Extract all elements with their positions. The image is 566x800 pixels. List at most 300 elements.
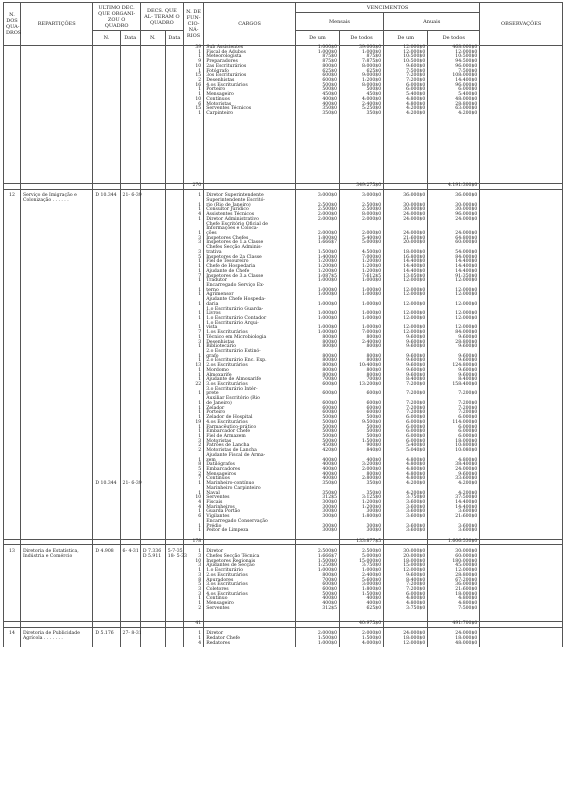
anual-de-todos: 96:000$0 bbox=[428, 65, 480, 70]
anual-de-todos: 3:600$0 bbox=[428, 525, 480, 530]
reparticao-line: Diretoria de Publicidade bbox=[20, 632, 92, 637]
mensal-de-um: 600$0 bbox=[295, 74, 339, 79]
ultimo-dec-data: 21- 6-39 bbox=[120, 482, 140, 487]
cargo-name: Fiel de Tesoureiro bbox=[204, 260, 296, 265]
mensal-de-todos: 1:500$0 bbox=[340, 440, 384, 445]
anual-de-um: 4:200$0 bbox=[384, 107, 428, 112]
mensal-de-um: 800$0 bbox=[295, 341, 339, 346]
cargo-name: Apuradores bbox=[204, 579, 296, 584]
anual-de-um: 16:800$0 bbox=[384, 256, 428, 261]
mensal-de-um: 1:250$0 bbox=[295, 564, 339, 569]
mensal-de-todos: 2:000$0 bbox=[340, 218, 384, 223]
mensal-de-um: 1:666$7 bbox=[295, 241, 339, 246]
funcionarios-count: 1 bbox=[183, 289, 203, 294]
cargo-name: Consultor Jurídico bbox=[204, 208, 296, 213]
cargo-name: Encarregado Conservação bbox=[204, 520, 296, 525]
header-anual-de-todos: De todos bbox=[428, 31, 480, 46]
cargo-name: Mordomo bbox=[204, 369, 296, 374]
anual-de-um: 5:040$0 bbox=[384, 449, 428, 454]
mensal-de-um: 1:000$0 bbox=[295, 317, 339, 322]
anual-de-todos: 14:400$0 bbox=[428, 270, 480, 275]
anual-de-todos: 54:000$0 bbox=[428, 251, 480, 256]
funcionarios-count: 3 bbox=[183, 440, 203, 445]
anual-de-um: 7:200$0 bbox=[384, 588, 428, 593]
header-dec-n: N. bbox=[93, 31, 120, 46]
funcionarios-count: 3 bbox=[183, 588, 203, 593]
anual-de-todos: 28:800$0 bbox=[428, 103, 480, 108]
funcionarios-count: 2 bbox=[183, 449, 203, 454]
cargo-name: Chefe de Hospedaria bbox=[204, 265, 296, 270]
mensal-de-um: 400$0 bbox=[295, 597, 339, 602]
anual-de-todos: 6:000$0 bbox=[428, 426, 480, 431]
quadro-number bbox=[4, 642, 21, 647]
mensal-de-um: 1:000$0 bbox=[295, 279, 339, 284]
funcionarios-count: 16 bbox=[183, 84, 203, 89]
mensal-de-todos: 400$0 bbox=[340, 597, 384, 602]
mensal-de-um: 1:000$0 bbox=[295, 303, 339, 308]
cargo-name: Livros bbox=[204, 312, 296, 317]
anual-de-um: 30:000$0 bbox=[384, 208, 428, 213]
anual-de-todos: 4:800$0 bbox=[428, 602, 480, 607]
mensal-de-todos: 2:500$0 bbox=[340, 208, 384, 213]
mensal-de-todos: 1:200$0 bbox=[340, 501, 384, 506]
anual-de-todos: 9:600$0 bbox=[428, 345, 480, 350]
mensal-de-um: 600$0 bbox=[295, 411, 339, 416]
header-mensal-de-todos: De todos bbox=[340, 31, 384, 46]
funcionarios-count: 1 bbox=[183, 51, 203, 56]
anual-de-um: 9:600$0 bbox=[384, 364, 428, 369]
anual-de-um: 4:200$0 bbox=[384, 492, 428, 497]
mensal-de-um: 700$0 bbox=[295, 579, 339, 584]
mensal-de-todos: 450$0 bbox=[340, 93, 384, 98]
anual-de-um: 6:000$0 bbox=[384, 593, 428, 598]
anual-de-todos: 158:400$0 bbox=[428, 383, 480, 388]
mensal-de-todos: 1:000$0 bbox=[340, 279, 384, 284]
funcionarios-count: 1 bbox=[183, 345, 203, 350]
cargo-name: Bibliotecário bbox=[204, 345, 296, 350]
anual-de-um: 9:600$0 bbox=[384, 574, 428, 579]
mensal-de-um: 1:500$0 bbox=[295, 560, 339, 565]
cargo-name: Motoristas de Lancha bbox=[204, 449, 296, 454]
funcionarios-count: 1 bbox=[183, 265, 203, 270]
funcionarios-count: 1 bbox=[183, 430, 203, 435]
anual-de-um: 6:000$0 bbox=[384, 440, 428, 445]
header-mensais: Mensais bbox=[295, 13, 383, 31]
reparticao-line: Diretoria de Estatística, bbox=[20, 550, 92, 555]
mensal-de-um: 600$0 bbox=[295, 402, 339, 407]
funcionarios-count: 1 bbox=[183, 326, 203, 331]
anual-de-um: 12:000$0 bbox=[384, 46, 428, 51]
mensal-de-todos: 7:875$0 bbox=[340, 60, 384, 65]
mensal-de-um: 1:000$0 bbox=[295, 312, 339, 317]
anual-de-um: 12:000$0 bbox=[384, 331, 428, 336]
mensal-de-um: 500$0 bbox=[295, 416, 339, 421]
funcionarios-count: 1 bbox=[183, 359, 203, 364]
anual-de-um: 6:000$0 bbox=[384, 88, 428, 93]
total-anual: 1.606:530$0 bbox=[428, 539, 480, 545]
header-mensal-de-um: De um bbox=[295, 31, 339, 46]
mensal-de-todos: 39:000$0 bbox=[340, 46, 384, 51]
mensal-de-todos: 15:000$0 bbox=[340, 560, 384, 565]
mensal-de-um: 400$0 bbox=[295, 103, 339, 108]
anual-de-um: 3:600$0 bbox=[384, 506, 428, 511]
funcionarios-count: 1 bbox=[183, 637, 203, 642]
anual-de-todos: 64:800$0 bbox=[428, 237, 480, 242]
anual-de-todos: 21:600$0 bbox=[428, 588, 480, 593]
mensal-de-todos: 1:800$0 bbox=[340, 588, 384, 593]
mensal-de-um: 350$0 bbox=[295, 482, 339, 487]
mensal-de-um: 500$0 bbox=[295, 421, 339, 426]
cargo-name: Motoristas bbox=[204, 103, 296, 108]
anual-de-todos: 12:000$0 bbox=[428, 51, 480, 56]
funcionarios-count: 1 bbox=[183, 112, 203, 117]
cargo-name: Inspetores de 1.a Classe bbox=[204, 241, 296, 246]
mensal-de-todos: 5:400$0 bbox=[340, 237, 384, 242]
anual-de-todos: 84:000$0 bbox=[428, 331, 480, 336]
reparticao-line: Colonização . . . . . . bbox=[20, 199, 92, 204]
cargo-name: 3.os Escriturários bbox=[204, 383, 296, 388]
mensal-de-todos: 500$0 bbox=[340, 426, 384, 431]
funcionarios-count: 10 bbox=[183, 98, 203, 103]
mensal-de-todos: 625$0 bbox=[340, 607, 384, 612]
cargo-name: Marinheiro Carpinteiro bbox=[204, 487, 296, 492]
mensal-de-todos: 1:000$0 bbox=[340, 289, 384, 294]
staff-table bbox=[3, 2, 563, 647]
mensal-de-um: 1:200$0 bbox=[295, 265, 339, 270]
anual-de-um: 18:000$0 bbox=[384, 560, 428, 565]
anual-de-um: 4:800$0 bbox=[384, 597, 428, 602]
anual-de-todos: 14:400$0 bbox=[428, 265, 480, 270]
mensal-de-todos: 1:500$0 bbox=[340, 637, 384, 642]
anual-de-um: 5:400$0 bbox=[384, 444, 428, 449]
anual-de-um: 18:000$0 bbox=[384, 637, 428, 642]
funcionarios-count: 5 bbox=[183, 256, 203, 261]
cargo-name: Encarregado Serviço Ex- bbox=[204, 284, 296, 289]
anual-de-todos: 8:400$0 bbox=[428, 378, 480, 383]
anual-de-um: 6:000$0 bbox=[384, 430, 428, 435]
funcionarios-count: 8 bbox=[183, 579, 203, 584]
total-funcionarios: 41 bbox=[183, 621, 203, 627]
anual-de-todos: 84:000$0 bbox=[428, 256, 480, 261]
mensal-de-um: 2:000$0 bbox=[295, 213, 339, 218]
mensal-de-todos: 350$0 bbox=[340, 112, 384, 117]
anual-de-todos: 94:500$0 bbox=[428, 60, 480, 65]
anual-de-todos: 30:000$0 bbox=[428, 204, 480, 209]
mensal-de-um: 2:000$0 bbox=[295, 632, 339, 637]
funcionarios-count: 3 bbox=[183, 237, 203, 242]
cargo-name: 1.o Escriturário Contador bbox=[204, 317, 296, 322]
mensal-de-todos: 600$0 bbox=[340, 402, 384, 407]
mensal-de-um: 350$0 bbox=[295, 112, 339, 117]
cargo-name: zem bbox=[204, 459, 296, 464]
mensal-de-todos: 3:200$0 bbox=[340, 463, 384, 468]
anual-de-todos: 7:200$0 bbox=[428, 402, 480, 407]
anual-de-um: 9:600$0 bbox=[384, 65, 428, 70]
cargo-name: Tradutor bbox=[204, 279, 296, 284]
anual-de-um: 3:750$0 bbox=[384, 607, 428, 612]
funcionarios-count: 4 bbox=[183, 213, 203, 218]
funcionarios-count: 1 bbox=[183, 303, 203, 308]
cargo-name: Marinheiros bbox=[204, 506, 296, 511]
funcionarios-count: 10 bbox=[183, 496, 203, 501]
mensal-de-todos: 7:000$0 bbox=[340, 331, 384, 336]
mensal-de-um: 420$0 bbox=[295, 449, 339, 454]
mensal-de-todos: 2:800$0 bbox=[340, 477, 384, 482]
anual-de-todos: 91:350$0 bbox=[428, 275, 480, 280]
cargo-name: Redator Chefe bbox=[204, 637, 296, 642]
mensal-de-um: 1:000$0 bbox=[295, 51, 339, 56]
mensal-de-um: 400$0 bbox=[295, 473, 339, 478]
anual-de-todos: 67:200$0 bbox=[428, 579, 480, 584]
mensal-de-um: 312$5 bbox=[295, 607, 339, 612]
ultimo-dec-n bbox=[93, 642, 120, 647]
mensal-de-todos: 300$0 bbox=[340, 510, 384, 515]
anual-de-um: 7:200$0 bbox=[384, 74, 428, 79]
mensal-de-um: 800$0 bbox=[295, 374, 339, 379]
anual-de-todos: 12:000$0 bbox=[428, 312, 480, 317]
ultimo-dec-data: 6- 4-31 bbox=[120, 550, 140, 555]
anual-de-um: 3:750$0 bbox=[384, 496, 428, 501]
anual-de-todos: 4:800$0 bbox=[428, 597, 480, 602]
anual-de-um: 4:200$0 bbox=[384, 112, 428, 117]
anual-de-um: 36:000$0 bbox=[384, 194, 428, 199]
anual-de-um: 30:000$0 bbox=[384, 550, 428, 555]
anual-de-um: 24:000$0 bbox=[384, 213, 428, 218]
anual-de-todos: 180:000$0 bbox=[428, 560, 480, 565]
funcionarios-count: 2 bbox=[183, 473, 203, 478]
anual-de-um: 12:000$0 bbox=[384, 312, 428, 317]
cargo-name: Assistentes Técnicos bbox=[204, 213, 296, 218]
cargo-name: Contínuo bbox=[204, 597, 296, 602]
anual-de-um: 4:800$0 bbox=[384, 477, 428, 482]
mensal-de-um: 400$0 bbox=[295, 463, 339, 468]
mensal-de-todos: 2:000$0 bbox=[340, 632, 384, 637]
anual-de-um: 15:000$0 bbox=[384, 564, 428, 569]
mensal-de-todos: 4:000$0 bbox=[340, 642, 384, 647]
cargo-name: grafo bbox=[204, 355, 296, 360]
mensal-de-todos: 1:800$0 bbox=[340, 515, 384, 520]
cargo-name: 2.o Escriturário Estinó- bbox=[204, 350, 296, 355]
funcionarios-count: 15 bbox=[183, 74, 203, 79]
anual-de-um: 4:800$0 bbox=[384, 103, 428, 108]
cargo-name: 2as Escriturários bbox=[204, 65, 296, 70]
anual-de-todos: 24:000$0 bbox=[428, 232, 480, 237]
ultimo-dec-n: D 5.176 bbox=[93, 632, 120, 637]
mensal-de-um: 400$0 bbox=[295, 477, 339, 482]
cargo-name: 3.os Escriturários bbox=[204, 583, 296, 588]
mensal-de-todos: 3:000$0 bbox=[340, 583, 384, 588]
cargo-name: 2.os Escriturários bbox=[204, 364, 296, 369]
mensal-de-todos: 800$0 bbox=[340, 336, 384, 341]
mensal-de-um: 1:500$0 bbox=[295, 251, 339, 256]
anual-de-todos: 6:000$0 bbox=[428, 416, 480, 421]
funcionarios-count: 1 bbox=[183, 88, 203, 93]
mensal-de-um: 600$0 bbox=[295, 583, 339, 588]
cargo-name: 4.os Escriturários bbox=[204, 421, 296, 426]
mensal-de-todos: 8:000$0 bbox=[340, 213, 384, 218]
anual-de-um: 6:000$0 bbox=[384, 416, 428, 421]
anual-de-um: 14:400$0 bbox=[384, 270, 428, 275]
mensal-de-todos: 1:000$0 bbox=[340, 293, 384, 298]
mensal-de-um: 300$0 bbox=[295, 506, 339, 511]
mensal-de-um: 500$0 bbox=[295, 440, 339, 445]
mensal-de-todos: 9:500$0 bbox=[340, 421, 384, 426]
mensal-de-todos: 875$0 bbox=[340, 55, 384, 60]
anual-de-todos: 30:000$0 bbox=[428, 208, 480, 213]
total-mensal: 349:275$0 bbox=[340, 183, 384, 189]
funcionarios-count: 1 bbox=[183, 632, 203, 637]
mensal-de-todos: 500$0 bbox=[340, 435, 384, 440]
cargo-name: Serventes bbox=[204, 496, 296, 501]
funcionarios-count: 1 bbox=[183, 492, 203, 497]
anual-de-um: 14:400$0 bbox=[384, 265, 428, 270]
mensal-de-todos: 350$0 bbox=[340, 492, 384, 497]
mensal-de-todos: 1:000$0 bbox=[340, 326, 384, 331]
cargo-name: Zelador de Hospital bbox=[204, 416, 296, 421]
mensal-de-todos: 800$0 bbox=[340, 355, 384, 360]
anual-de-todos: 12:000$0 bbox=[428, 569, 480, 574]
mensal-de-todos: 1:000$0 bbox=[340, 317, 384, 322]
cargo-name: trativa bbox=[204, 251, 296, 256]
cargo-name: Naval bbox=[204, 492, 296, 497]
cargo-name: Guarda Portão bbox=[204, 510, 296, 515]
anual-de-um: 7:200$0 bbox=[384, 402, 428, 407]
anual-de-todos: 18:000$0 bbox=[428, 593, 480, 598]
anual-de-um: 4:800$0 bbox=[384, 468, 428, 473]
total-funcionarios: 270 bbox=[183, 183, 203, 189]
mensal-de-um: 600$0 bbox=[295, 392, 339, 397]
anual-de-todos: 60:000$0 bbox=[428, 241, 480, 246]
cargo-name: Porteiro bbox=[204, 88, 296, 93]
anual-de-um: 12:000$0 bbox=[384, 317, 428, 322]
funcionarios-count: 1 bbox=[183, 93, 203, 98]
funcionarios-count: 3 bbox=[183, 593, 203, 598]
mensal-de-um: 1:000$0 bbox=[295, 569, 339, 574]
cargo-name: 2.o Escriturário Enc. Exp. bbox=[204, 359, 296, 364]
anual-de-todos: 6:000$0 bbox=[428, 435, 480, 440]
mensal-de-todos: 400$0 bbox=[340, 459, 384, 464]
anual-de-um: 9:600$0 bbox=[384, 374, 428, 379]
cargo-name: vista bbox=[204, 326, 296, 331]
reparticao-line: Indústria e Comércio bbox=[20, 555, 92, 560]
alteracao-dec-n: D 7.336 bbox=[140, 550, 165, 555]
table-row bbox=[4, 642, 563, 647]
funcionarios-count: 1 bbox=[183, 426, 203, 431]
cargo-name: Inspetores de 3.a Classe bbox=[204, 275, 296, 280]
ultimo-dec-data: 21- 6-39 bbox=[120, 194, 140, 199]
mensal-de-todos: 900$0 bbox=[340, 444, 384, 449]
mensal-de-um: 1:200$0 bbox=[295, 260, 339, 265]
mensal-de-um: 1:000$0 bbox=[295, 331, 339, 336]
anual-de-um: 4:800$0 bbox=[384, 98, 428, 103]
funcionarios-count: 4 bbox=[183, 501, 203, 506]
funcionarios-count: 6 bbox=[183, 103, 203, 108]
anual-de-um: 10:500$0 bbox=[384, 60, 428, 65]
anual-de-um: 9:600$0 bbox=[384, 341, 428, 346]
anual-de-um: 13:050$0 bbox=[384, 275, 428, 280]
anual-de-todos: 30:000$0 bbox=[428, 550, 480, 555]
funcionarios-count: 3 bbox=[183, 241, 203, 246]
anual-de-um: 7:200$0 bbox=[384, 411, 428, 416]
cargo-name: Superintendente Escritó- bbox=[204, 199, 296, 204]
anual-de-um: 10:500$0 bbox=[384, 55, 428, 60]
cargo-name: Porteiro bbox=[204, 411, 296, 416]
funcionarios-count: 4 bbox=[183, 506, 203, 511]
mensal-de-todos: 840$0 bbox=[340, 449, 384, 454]
ultimo-dec-n: D 4.908 bbox=[93, 550, 120, 555]
cargo-name: 1.os Escriturários bbox=[204, 331, 296, 336]
anual-de-todos: 36:000$0 bbox=[428, 194, 480, 199]
anual-de-todos: 63:000$0 bbox=[428, 107, 480, 112]
anual-de-todos: 14:400$0 bbox=[428, 501, 480, 506]
mensal-de-todos: 800$0 bbox=[340, 473, 384, 478]
funcionarios-count: 1 bbox=[183, 482, 203, 487]
anual-de-um: 4:800$0 bbox=[384, 473, 428, 478]
cargo-name: Fiel de Armazem bbox=[204, 435, 296, 440]
mensal-de-um: 300$0 bbox=[295, 529, 339, 534]
funcionarios-count: 9 bbox=[183, 60, 203, 65]
anual-de-todos: 24:000$0 bbox=[428, 468, 480, 473]
mensal-de-todos: 800$0 bbox=[340, 369, 384, 374]
mensal-de-todos: 2:400$0 bbox=[340, 574, 384, 579]
funcionarios-count: 4 bbox=[183, 642, 203, 647]
quadro-number: 12 bbox=[4, 194, 21, 199]
mensal-de-todos: 4:500$0 bbox=[340, 251, 384, 256]
funcionarios-count: 1 bbox=[183, 270, 203, 275]
anual-de-todos: 10:080$0 bbox=[428, 449, 480, 454]
cargo-name: Fotógrafo bbox=[204, 70, 296, 75]
reparticao-line bbox=[20, 642, 92, 647]
alteracao-dec-data bbox=[165, 642, 183, 647]
cargo-name: Mensageiro bbox=[204, 602, 296, 607]
cargo-name: Ajudantes de Secção bbox=[204, 564, 296, 569]
cargo-name: prete bbox=[204, 392, 296, 397]
cargo-name: Zelador bbox=[204, 407, 296, 412]
mensal-de-todos: 500$0 bbox=[340, 430, 384, 435]
anual-de-todos: 12:000$0 bbox=[428, 303, 480, 308]
mensal-de-todos: 1:500$0 bbox=[340, 593, 384, 598]
mensal-de-um: 600$0 bbox=[295, 588, 339, 593]
table-body bbox=[4, 46, 563, 647]
anual-de-todos: 60:000$0 bbox=[428, 555, 480, 560]
mensal-de-todos: 625$0 bbox=[340, 70, 384, 75]
mensal-de-todos: 7:612$5 bbox=[340, 275, 384, 280]
ultimo-dec-n: D 10.344 bbox=[93, 194, 120, 199]
anual-de-um: 4:800$0 bbox=[384, 463, 428, 468]
cargo-name: Contínuos bbox=[204, 98, 296, 103]
mensal-de-um: 800$0 bbox=[295, 345, 339, 350]
mensal-de-todos: 8:000$0 bbox=[340, 84, 384, 89]
funcionarios-count: 1 bbox=[183, 232, 203, 237]
mensal-de-um: 300$0 bbox=[295, 510, 339, 515]
cargo-name: Desenhistas bbox=[204, 79, 296, 84]
mensal-de-um: 2:000$0 bbox=[295, 232, 339, 237]
cargo-name: Ajudante de Almoxarife bbox=[204, 378, 296, 383]
cargo-name: Mensageiros bbox=[204, 473, 296, 478]
funcionarios-count: 1 bbox=[183, 279, 203, 284]
funcionarios-count: 15 bbox=[183, 107, 203, 112]
total-funcionarios: 178 bbox=[183, 539, 203, 545]
anual-de-um: 7:200$0 bbox=[384, 79, 428, 84]
anual-de-um: 24:000$0 bbox=[384, 632, 428, 637]
funcionarios-count: 1 bbox=[183, 293, 203, 298]
anual-de-um: 6:000$0 bbox=[384, 84, 428, 89]
anual-de-todos: 7:200$0 bbox=[428, 407, 480, 412]
anual-de-um: 9:600$0 bbox=[384, 369, 428, 374]
anual-de-todos: 12:000$0 bbox=[428, 289, 480, 294]
cargo-name: Serventes bbox=[204, 607, 296, 612]
anual-de-um: 6:000$0 bbox=[384, 435, 428, 440]
